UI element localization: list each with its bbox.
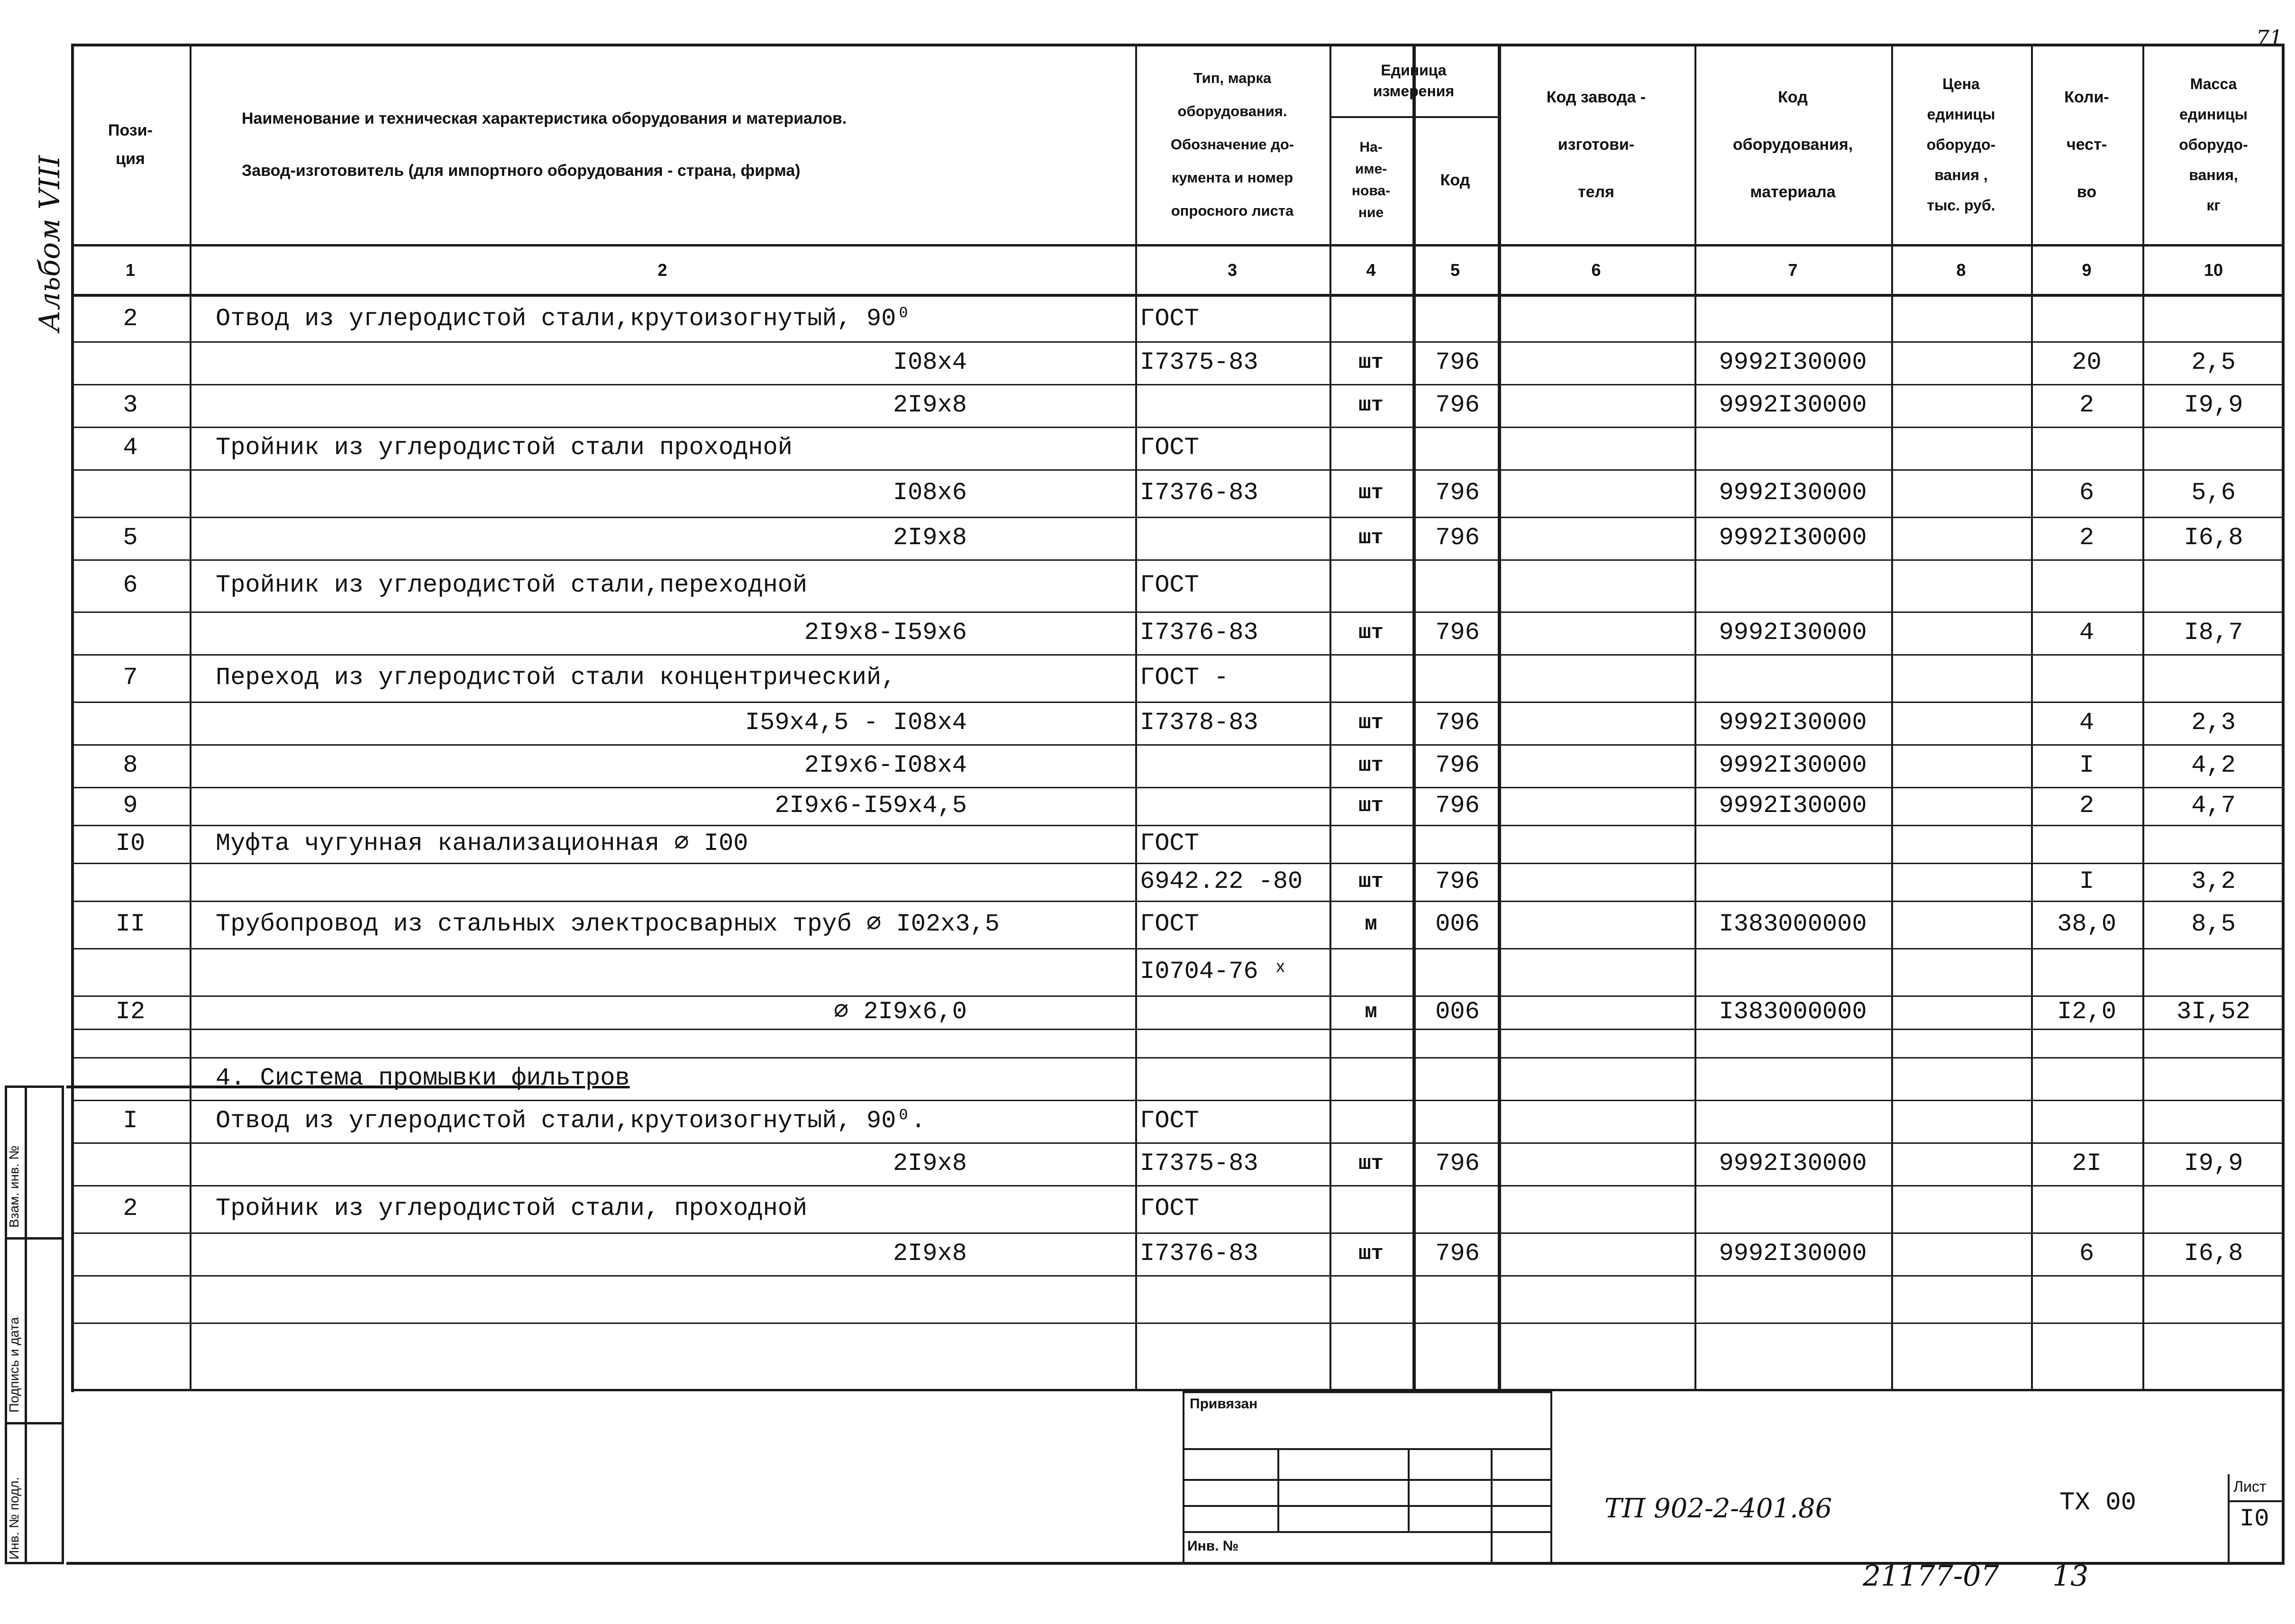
- header-quantity: Коли- чест- во: [2064, 88, 2109, 201]
- position-cell: I2: [115, 998, 146, 1026]
- header-position: Пози- ция: [108, 121, 153, 168]
- unit-code-cell: 796: [1435, 867, 1480, 895]
- material-code-cell: I383000000: [1719, 910, 1867, 938]
- unit-code-cell: 796: [1435, 709, 1480, 737]
- position-cell: II: [115, 910, 146, 938]
- name-cell: Отвод из углеродистой стали,крутоизогнутый, 90⁰.: [216, 1107, 926, 1135]
- name-cell: 4. Система промывки фильтров: [216, 1064, 630, 1092]
- unit-name-cell: шт: [1358, 393, 1384, 417]
- material-code-cell: 9992I30000: [1719, 391, 1867, 419]
- mass-cell: 3I,52: [2176, 998, 2251, 1026]
- header-mass: Масса единицы оборудо- вания, кг: [2179, 75, 2248, 214]
- album-label: Альбом VIII: [33, 155, 66, 332]
- name-cell: Отвод из углеродистой стали,крутоизогнутый, 90⁰: [216, 305, 911, 333]
- doc-cell: 6942.22 -80: [1140, 867, 1303, 895]
- corner-mark: 71: [2256, 26, 2283, 50]
- header-price: Цена единицы оборудо- вания , тыс. руб.: [1926, 75, 1996, 214]
- position-cell: I0: [115, 830, 146, 858]
- unit-name-cell: шт: [1358, 870, 1384, 894]
- quantity-cell: 4: [2079, 709, 2095, 737]
- unit-code-cell: 796: [1435, 1150, 1480, 1177]
- name-cell: 2I9x6-I08x4: [804, 751, 967, 779]
- unit-code-cell: 796: [1435, 792, 1480, 820]
- mass-cell: 3,2: [2191, 867, 2236, 895]
- quantity-cell: 38,0: [2057, 910, 2116, 938]
- quantity-cell: 2: [2079, 792, 2095, 820]
- mass-cell: I9,9: [2184, 1150, 2243, 1177]
- doc-cell: ГОСТ: [1140, 910, 1199, 938]
- quantity-cell: 20: [2072, 348, 2102, 376]
- mass-cell: I8,7: [2184, 619, 2243, 647]
- doc-cell: ГОСТ: [1140, 1195, 1199, 1223]
- order-number: 21177-07: [1863, 1560, 1999, 1593]
- unit-code-cell: 006: [1435, 998, 1480, 1026]
- doc-cell: ГОСТ: [1140, 571, 1199, 599]
- header-maker-code: Код завода - изготови- теля: [1546, 88, 1646, 201]
- doc-cell: I7376-83: [1140, 619, 1258, 647]
- quantity-cell: I2,0: [2057, 998, 2116, 1026]
- name-cell: Тройник из углеродистой стали,переходной: [216, 571, 808, 599]
- doc-cell: I7376-83: [1140, 479, 1258, 507]
- name-cell: I08x6: [892, 479, 967, 507]
- unit-code-cell: 796: [1435, 751, 1480, 779]
- unit-code-cell: 796: [1435, 524, 1480, 552]
- column-number-2: 2: [657, 260, 667, 280]
- unit-name-cell: шт: [1358, 1152, 1384, 1176]
- name-cell: Тройник из углеродистой стали проходной: [216, 434, 792, 462]
- column-number-6: 6: [1591, 260, 1601, 280]
- mass-cell: 4,7: [2191, 792, 2236, 820]
- name-cell: I59x4,5 - I08x4: [745, 709, 967, 737]
- position-cell: 6: [123, 571, 138, 599]
- unit-name-cell: шт: [1358, 481, 1384, 505]
- quantity-cell: 2: [2079, 391, 2095, 419]
- header-doc: Тип, марка оборудования. Обозначение до- кумента и номер опросного листа: [1170, 70, 1294, 219]
- position-cell: 3: [123, 391, 138, 419]
- sheet-number: I0: [2240, 1505, 2269, 1533]
- column-number-9: 9: [2082, 260, 2092, 280]
- doc-cell: ГОСТ: [1140, 830, 1199, 858]
- name-cell: 2I9x8: [892, 1150, 967, 1177]
- quantity-cell: 6: [2079, 479, 2095, 507]
- mass-cell: I6,8: [2184, 524, 2243, 552]
- column-number-1: 1: [125, 260, 136, 280]
- unit-code-cell: 796: [1435, 479, 1480, 507]
- unit-name-cell: шт: [1358, 711, 1384, 735]
- unit-code-cell: 796: [1435, 619, 1480, 647]
- position-cell: 7: [123, 664, 138, 692]
- name-cell: 2I9x8-I59x6: [804, 619, 967, 647]
- unit-name-cell: м: [1365, 912, 1377, 936]
- mass-cell: 8,5: [2191, 910, 2236, 938]
- header-material-code: Код оборудования, материала: [1732, 88, 1853, 201]
- position-cell: 9: [123, 792, 138, 820]
- sheet-label: Лист: [2233, 1478, 2267, 1495]
- side-label-replace-inv: Взам. инв. №: [7, 1145, 21, 1228]
- unit-code-cell: 006: [1435, 910, 1480, 938]
- sheet-code: ТХ 00: [2059, 1488, 2137, 1517]
- name-cell: Муфта чугунная канализационная ⌀ I00: [216, 830, 748, 858]
- quantity-cell: 2: [2079, 524, 2095, 552]
- name-cell: 2I9x6-I59x4,5: [774, 792, 967, 820]
- name-cell: ⌀ 2I9x6,0: [834, 998, 967, 1026]
- inv-no-label: Инв. №: [1187, 1538, 1239, 1554]
- material-code-cell: I383000000: [1719, 998, 1867, 1026]
- mass-cell: 4,2: [2191, 751, 2236, 779]
- mass-cell: 5,6: [2191, 479, 2236, 507]
- doc-cell: I7378-83: [1140, 709, 1258, 737]
- material-code-cell: 9992I30000: [1719, 751, 1867, 779]
- position-cell: 2: [123, 1195, 138, 1223]
- material-code-cell: 9992I30000: [1719, 709, 1867, 737]
- unit-name-cell: м: [1365, 1000, 1377, 1024]
- name-cell: Трубопровод из стальных электросварных труб ⌀ I02x3,5: [216, 910, 1000, 938]
- unit-name-cell: шт: [1358, 754, 1384, 777]
- material-code-cell: 9992I30000: [1719, 1150, 1867, 1177]
- unit-code-cell: 796: [1435, 391, 1480, 419]
- name-cell: 2I9x8: [892, 391, 967, 419]
- quantity-cell: 2I: [2072, 1150, 2102, 1177]
- material-code-cell: 9992I30000: [1719, 1240, 1867, 1268]
- material-code-cell: 9992I30000: [1719, 479, 1867, 507]
- header-unit-group: Единица измерения: [1373, 62, 1455, 100]
- side-label-inv-original: Инв. № подл.: [7, 1477, 21, 1560]
- name-cell: Переход из углеродистой стали концентрический,: [216, 664, 896, 692]
- side-label-signature: Подпись и дата: [7, 1317, 21, 1413]
- position-cell: 8: [123, 751, 138, 779]
- position-cell: 2: [123, 305, 138, 333]
- page-number: 13: [2052, 1560, 2089, 1593]
- quantity-cell: 4: [2079, 619, 2095, 647]
- column-number-3: 3: [1227, 260, 1238, 280]
- document-number: ТП 902-2-401.86: [1604, 1493, 1832, 1524]
- material-code-cell: 9992I30000: [1719, 524, 1867, 552]
- header-unit-code: Код: [1440, 171, 1470, 189]
- doc-cell: ГОСТ -: [1140, 664, 1229, 692]
- unit-name-cell: шт: [1358, 621, 1384, 645]
- name-cell: I08x4: [892, 348, 967, 376]
- header-unit-name: На- име- нова- ние: [1351, 139, 1391, 220]
- material-code-cell: 9992I30000: [1719, 348, 1867, 376]
- doc-cell: I7375-83: [1140, 1150, 1258, 1177]
- column-number-8: 8: [1956, 260, 1966, 280]
- material-code-cell: 9992I30000: [1719, 792, 1867, 820]
- unit-name-cell: шт: [1358, 1242, 1384, 1266]
- doc-cell: I7375-83: [1140, 348, 1258, 376]
- quantity-cell: 6: [2079, 1240, 2095, 1268]
- column-number-7: 7: [1788, 260, 1798, 280]
- column-number-4: 4: [1366, 260, 1376, 280]
- material-code-cell: 9992I30000: [1719, 619, 1867, 647]
- quantity-cell: I: [2079, 751, 2095, 779]
- name-cell: Тройник из углеродистой стали, проходной: [216, 1195, 808, 1223]
- doc-cell: ГОСТ: [1140, 434, 1199, 462]
- column-number-10: 10: [2204, 260, 2223, 280]
- mass-cell: 2,5: [2191, 348, 2236, 376]
- name-cell: 2I9x8: [892, 1240, 967, 1268]
- unit-name-cell: шт: [1358, 526, 1384, 550]
- doc-cell: ГОСТ: [1140, 305, 1199, 333]
- header-name: Наименование и техническая характеристика оборудования и материалов. Завод-изготовитель (для импортного оборудования - страна, фирма): [242, 109, 847, 180]
- unit-code-cell: 796: [1435, 1240, 1480, 1268]
- unit-code-cell: 796: [1435, 348, 1480, 376]
- doc-cell: I7376-83: [1140, 1240, 1258, 1268]
- unit-name-cell: шт: [1358, 794, 1384, 818]
- name-cell: 2I9x8: [892, 524, 967, 552]
- quantity-cell: I: [2079, 867, 2095, 895]
- mass-cell: 2,3: [2191, 709, 2236, 737]
- attached-label: Привязан: [1190, 1396, 1258, 1412]
- position-cell: 4: [123, 434, 138, 462]
- mass-cell: I9,9: [2184, 391, 2243, 419]
- doc-cell: I0704-76 ˣ: [1140, 958, 1288, 985]
- mass-cell: I6,8: [2184, 1240, 2243, 1268]
- column-number-5: 5: [1450, 260, 1460, 280]
- position-cell: 5: [123, 524, 138, 552]
- doc-cell: ГОСТ: [1140, 1107, 1199, 1135]
- unit-name-cell: шт: [1358, 351, 1384, 374]
- position-cell: I: [123, 1107, 138, 1135]
